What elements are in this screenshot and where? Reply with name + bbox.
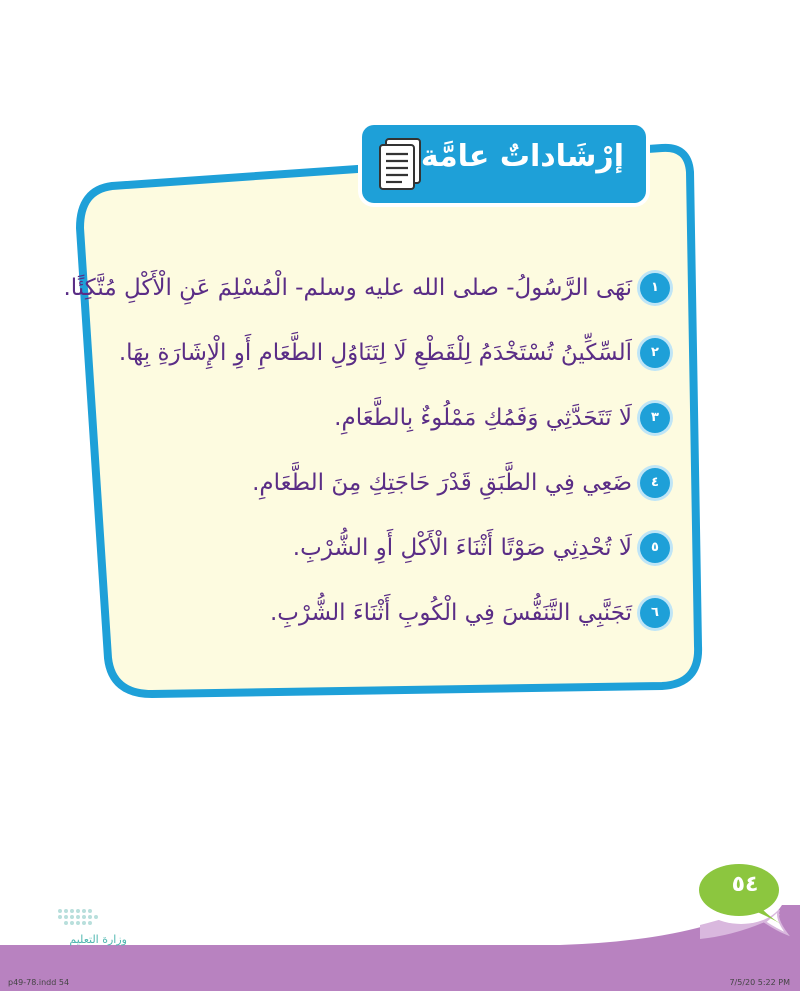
guideline-text: لَا تُحْدِثِي صَوْتًا أَثْنَاءَ الْأَكْلِ أَوِ الشُّرْبِ. bbox=[292, 534, 632, 561]
guideline-text: لَا تَتَحَدَّثِي وَفَمُكِ مَمْلُوءٌ بِالطَّعَامِ. bbox=[334, 404, 632, 431]
ministry-label: وزارة التعليم bbox=[69, 933, 127, 946]
guidelines-list bbox=[63, 255, 670, 645]
guideline-text: نَهَى الرَّسُولُ- صلى الله عليه وسلم- الْمُسْلِمَ عَنِ الْأَكْلِ مُتَّكِئًا. bbox=[63, 274, 632, 301]
ministry-logo-icon bbox=[50, 905, 160, 955]
item-number-badge: ٦ bbox=[640, 598, 670, 628]
page-title: إرْشَاداتٌ عامَّة bbox=[420, 139, 624, 174]
list-item bbox=[110, 580, 670, 645]
list-item bbox=[110, 320, 670, 385]
print-slug-filename: p49-78.indd 54 bbox=[8, 978, 70, 987]
list-item bbox=[110, 515, 670, 580]
item-number-badge: ١ bbox=[640, 273, 670, 303]
guideline-text: تَجَنَّبِي التَّنَفُّسَ فِي الْكُوبِ أَثْنَاءَ الشُّرْبِ. bbox=[269, 599, 632, 626]
guideline-text: اَلسِّكِّينُ تُسْتَخْدَمُ لِلْقَطْعِ لَا لِتَنَاوُلِ الطَّعَامِ أَوِ الْإِشَارَةِ بِهَا. bbox=[118, 339, 632, 366]
item-number-badge: ٤ bbox=[640, 468, 670, 498]
list-item bbox=[110, 450, 670, 515]
list-item bbox=[110, 385, 670, 450]
title-banner bbox=[362, 125, 646, 203]
print-slug-timestamp: 7/5/20 5:22 PM bbox=[729, 978, 790, 987]
item-number-badge: ٣ bbox=[640, 403, 670, 433]
notes-list-icon bbox=[376, 137, 424, 191]
guideline-text: ضَعِي فِي الطَّبَقِ قَدْرَ حَاجَتِكِ مِنَ الطَّعَامِ. bbox=[252, 469, 632, 496]
page-number: ٥٤ bbox=[731, 872, 759, 897]
list-item bbox=[63, 255, 670, 320]
item-number-badge: ٢ bbox=[640, 338, 670, 368]
item-number-badge: ٥ bbox=[640, 533, 670, 563]
